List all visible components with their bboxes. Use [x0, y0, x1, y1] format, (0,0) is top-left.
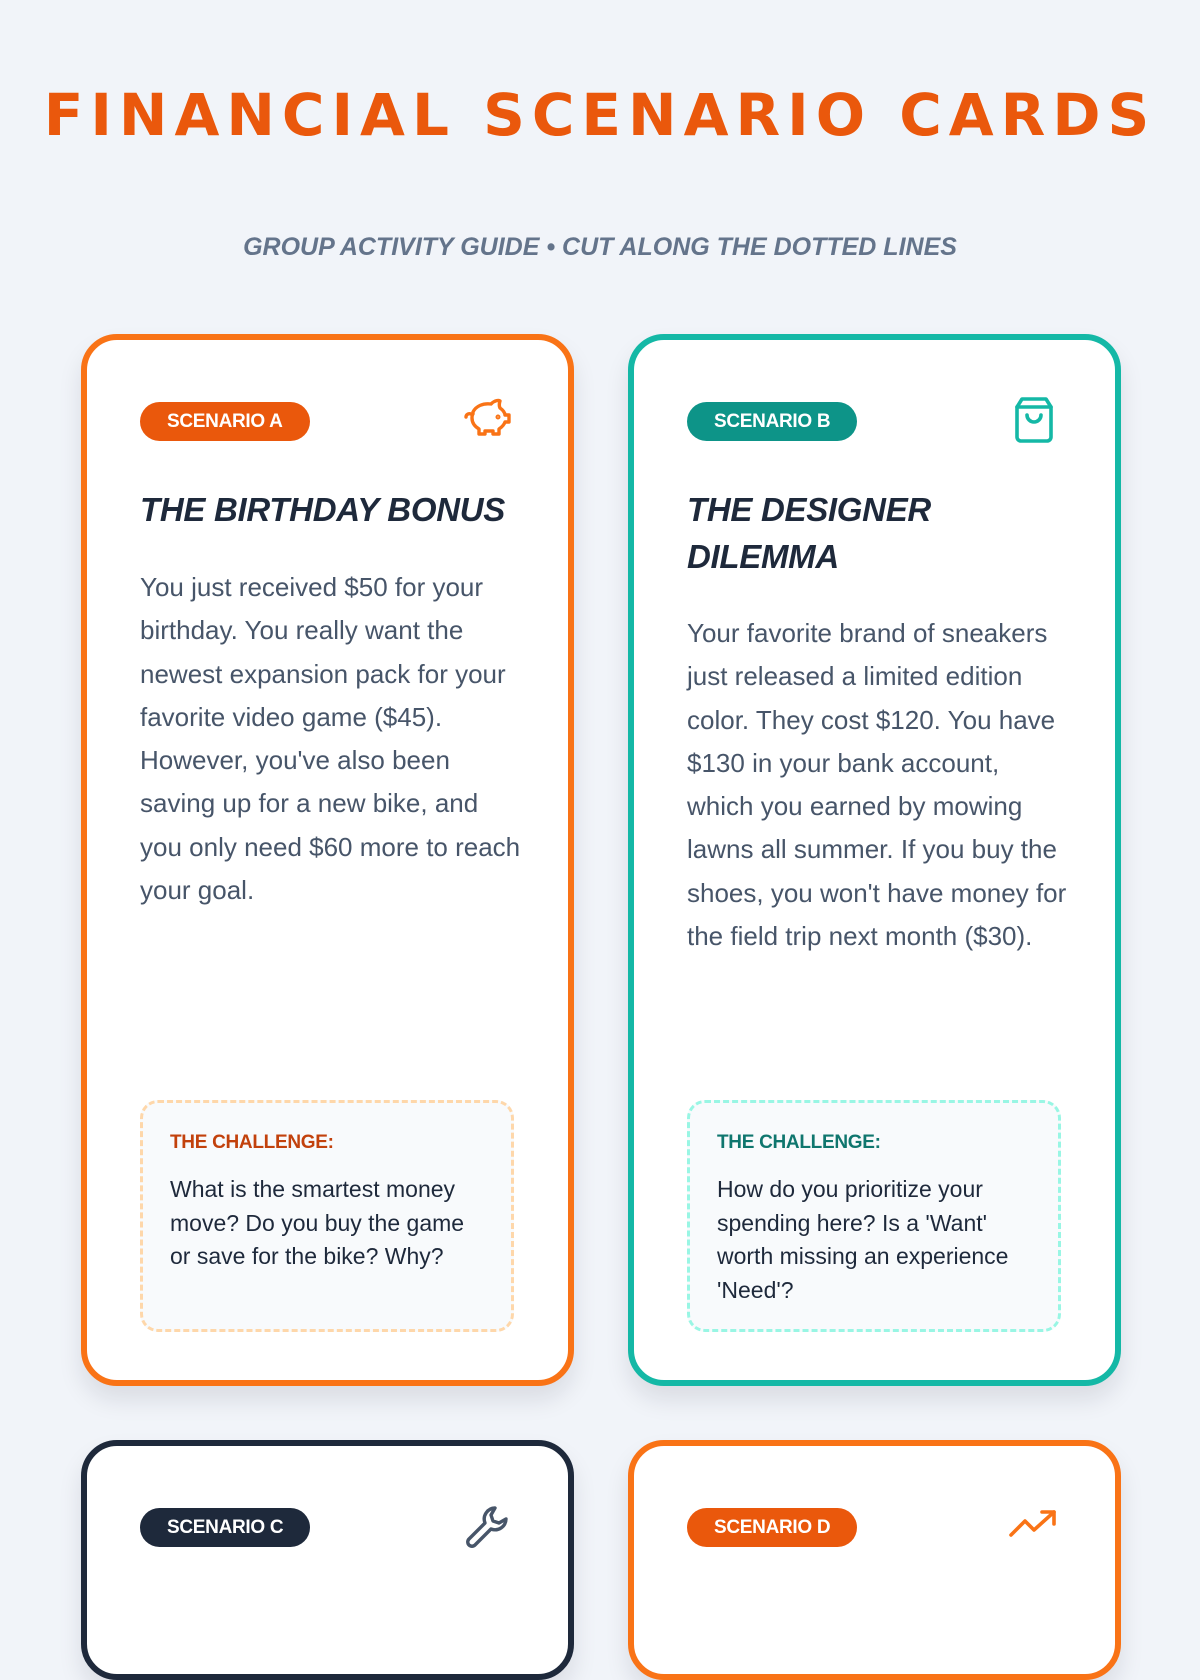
- card-description: Your favorite brand of sneakers just released a limited edition color. They cost $120. You have $130 in your bank account, which you earned by mowing lawns all summer. If you buy the shoes, you won't have money for the field trip next month ($30).: [687, 618, 1067, 952]
- card-description: You just received $50 for your birthday. You really want the newest expansion pack for your favorite video game ($45). However, you've also been saving up for a new bike, and you only need $60 more to reach your goal.: [140, 572, 521, 906]
- scenario-card-d: [628, 1440, 1121, 1680]
- shopping-bag-icon: [1006, 392, 1062, 448]
- challenge-box: [687, 1100, 1061, 1332]
- challenge-question: How do you prioritize your spending here? Is a 'Want' worth missing an experience 'Need'?: [717, 1176, 1009, 1303]
- scenario-badge: SCENARIO D: [687, 1508, 857, 1547]
- scenario-card-a: [81, 334, 574, 1386]
- challenge-question: What is the smartest money move? Do you buy the game or save for the bike? Why?: [170, 1176, 465, 1269]
- trending-up-icon: [1006, 1498, 1062, 1554]
- card-title: THE DESIGNER DILEMMA: [687, 491, 931, 575]
- challenge-label: THE CHALLENGE:: [717, 1132, 881, 1153]
- scenario-badge: SCENARIO A: [140, 402, 310, 441]
- scenario-card-b: [628, 334, 1121, 1386]
- challenge-label: THE CHALLENGE:: [170, 1132, 334, 1153]
- page-subtitle: GROUP ACTIVITY GUIDE • CUT ALONG THE DOTTED LINES: [243, 233, 957, 261]
- scenario-card-c: [81, 1440, 574, 1680]
- challenge-box: [140, 1100, 514, 1332]
- page-title: FINANCIAL SCENARIO CARDS: [43, 81, 1157, 149]
- card-title: THE BIRTHDAY BONUS: [140, 491, 505, 528]
- scenario-badge: SCENARIO C: [140, 1508, 310, 1547]
- piggy-bank-icon: [459, 392, 515, 448]
- wrench-icon: [459, 1498, 515, 1554]
- scenario-badge: SCENARIO B: [687, 402, 857, 441]
